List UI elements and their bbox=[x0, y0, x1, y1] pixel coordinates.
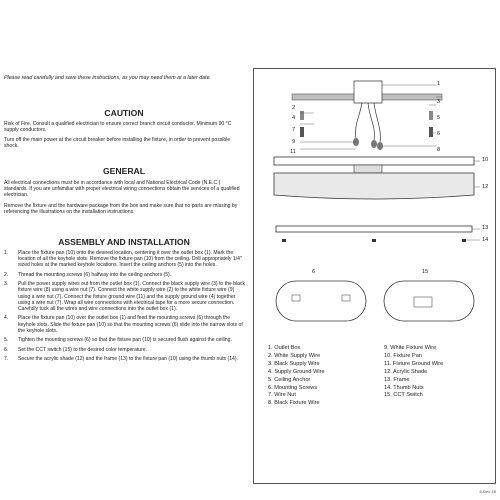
step-item bbox=[4, 347, 246, 353]
callout-7: 7 bbox=[292, 127, 296, 133]
ceiling-anchor-left bbox=[300, 111, 304, 120]
part-item: 13. Frame bbox=[384, 376, 410, 383]
step-text: Place the fixture pan (10) onto the desired location, centering it over the outlet box (1). Mark the location of all the keyhole slots. Remove the fixture pan (10) from the ceiling. Drill appropriately 1/4" sized holes at the marked keyhole locations. Insert the ceiling anchors (5) into the holes. bbox=[18, 250, 242, 269]
step-text: Secure the acrylic shade (12) and the frame (13) to the fixture pan (10) using the thumb nuts (14). bbox=[18, 355, 238, 362]
caution-p2: Turn off the main power at the circuit breaker before installing the fixture, in order to prevent possible shock. bbox=[4, 137, 231, 150]
part-item: 12. Acrylic Shade bbox=[384, 368, 428, 375]
general-title: GENERAL bbox=[102, 166, 146, 176]
outlet-box-shape bbox=[354, 81, 382, 103]
exploded-diagram bbox=[254, 69, 495, 483]
callout-detail-6: 6 bbox=[312, 269, 316, 275]
callout-11: 11 bbox=[290, 149, 296, 155]
part-item: 8. Black Fixture Wire bbox=[268, 400, 320, 407]
fixture-pan-shape bbox=[274, 157, 474, 165]
callout-9: 9 bbox=[292, 139, 296, 145]
mounting-screw-right bbox=[429, 127, 433, 137]
caution-p1: Risk of Fire. Consult a qualified electrician to ensure correct branch circuit conductor. Minimum 90 °C supply conductors. bbox=[4, 121, 232, 134]
wire-nut-2 bbox=[371, 140, 377, 148]
step-item bbox=[4, 250, 246, 269]
step-number: 2. bbox=[4, 271, 9, 278]
part-item: 10. Fixture Pan bbox=[384, 352, 422, 359]
keyhole-slot-right bbox=[342, 295, 350, 301]
step-text: Pull the power supply wires out from the outlet box (1). Connect the black supply wire (3) to the black fixture wire (8) using a wire nut (7). Connect the white supply wire (2) to the white fixture wire (9) using a wire nut (7). Connect the fixture ground wire (11) and the supply ground wire (4) together using a wire nut (7). Wrap all wire connections with electrical tape for a more secure connection. Carefully tuck all the wires and wire connections into the outlet box (1). bbox=[18, 281, 246, 312]
assembly-title: ASSEMBLY AND INSTALLATION bbox=[58, 237, 190, 247]
callout-12: 12 bbox=[482, 184, 489, 190]
step-text: Set the CCT switch (15) to the desired color temperature. bbox=[18, 346, 148, 353]
assembly-steps bbox=[4, 250, 246, 365]
step-item bbox=[4, 272, 246, 278]
callout-3: 3 bbox=[437, 99, 441, 105]
step-text: Tighten the mounting screws (6) so that the fixture pan (10) is secured flush against the ceiling. bbox=[18, 337, 232, 344]
step-number: 5. bbox=[4, 337, 9, 344]
acrylic-shade-shape bbox=[274, 173, 474, 199]
general-p2: Remove the fixture and the hardware package from the box and make sure that no parts are missing by referencing the illustrations on the installation instructions. bbox=[4, 203, 238, 216]
step-number: 1. bbox=[4, 250, 9, 256]
step-item bbox=[4, 315, 246, 334]
callout-14: 14 bbox=[482, 237, 489, 243]
keyhole-slot-left bbox=[292, 295, 300, 301]
step-item bbox=[4, 337, 246, 343]
part-item: 3. Black Supply Wire bbox=[268, 360, 320, 367]
intro-note: Please read carefully and save these instructions, as you may need them at a later date. bbox=[4, 75, 211, 81]
step-number: 4. bbox=[4, 315, 9, 322]
parts-list-right bbox=[384, 345, 443, 400]
callout-5: 5 bbox=[437, 115, 441, 121]
step-item bbox=[4, 281, 246, 312]
part-item: 11. Fixture Ground Wire bbox=[384, 360, 444, 367]
part-item: 7. Wire Nut bbox=[268, 392, 296, 399]
step-item bbox=[4, 356, 246, 362]
general-p1: All electrical connections must be in accordance with local and National Electrical Code (N.E.C.) standards. If you are unfamiliar with proper electrical wiring connections obtain the services of a qualified electrician. bbox=[4, 180, 240, 199]
parts-list-left bbox=[268, 345, 325, 408]
callout-8: 8 bbox=[437, 147, 441, 153]
part-item: 9. White Fixture Wire bbox=[384, 345, 437, 351]
callout-10: 10 bbox=[482, 157, 489, 163]
callout-detail-15: 15 bbox=[422, 269, 429, 275]
part-item: 1. Outlet Box bbox=[268, 345, 301, 351]
callout-4: 4 bbox=[292, 115, 296, 121]
cct-switch-shape bbox=[414, 297, 432, 307]
driver-shape bbox=[354, 165, 382, 173]
part-item: 14. Thumb Nuts bbox=[384, 384, 424, 391]
thumb-nut-left bbox=[282, 239, 286, 242]
callout-2: 2 bbox=[292, 105, 296, 111]
wires-shape bbox=[356, 103, 381, 143]
ceiling-anchor-right bbox=[429, 111, 433, 120]
thumb-nut-center bbox=[372, 239, 376, 242]
step-text: Place the fixture pan (10) over the outlet box (1) and feed the mounting screws (6) through the keyhole slots. Slide the fixture pan (10) so that the mounting screws (6) slide into the narrow slots of the keyhole slots. bbox=[18, 315, 243, 334]
diagram-panel bbox=[253, 68, 496, 484]
step-number: 7. bbox=[4, 355, 9, 362]
step-number: 6. bbox=[4, 346, 9, 353]
part-item: 2. White Supply Wire bbox=[268, 352, 321, 359]
part-item: 15. CCT Switch bbox=[384, 392, 423, 399]
frame-shape bbox=[276, 226, 472, 232]
part-item: 5. Ceiling Anchor bbox=[268, 376, 311, 383]
step-text: Thread the mounting screws (6) halfway into the ceiling anchors (5). bbox=[18, 271, 172, 278]
callout-6: 6 bbox=[437, 131, 441, 137]
detail-left-oval bbox=[276, 281, 366, 321]
mounting-screw-left bbox=[300, 127, 304, 137]
step-number: 3. bbox=[4, 281, 9, 288]
caution-title: CAUTION bbox=[104, 108, 144, 118]
footer-date: 6-Dec-18 bbox=[479, 489, 496, 494]
callout-13: 13 bbox=[482, 225, 489, 231]
callout-1: 1 bbox=[437, 81, 441, 87]
thumb-nut-right bbox=[462, 239, 466, 242]
part-item: 4. Supply Ground Wire bbox=[268, 368, 325, 375]
part-item: 6. Mounting Screws bbox=[268, 384, 318, 391]
